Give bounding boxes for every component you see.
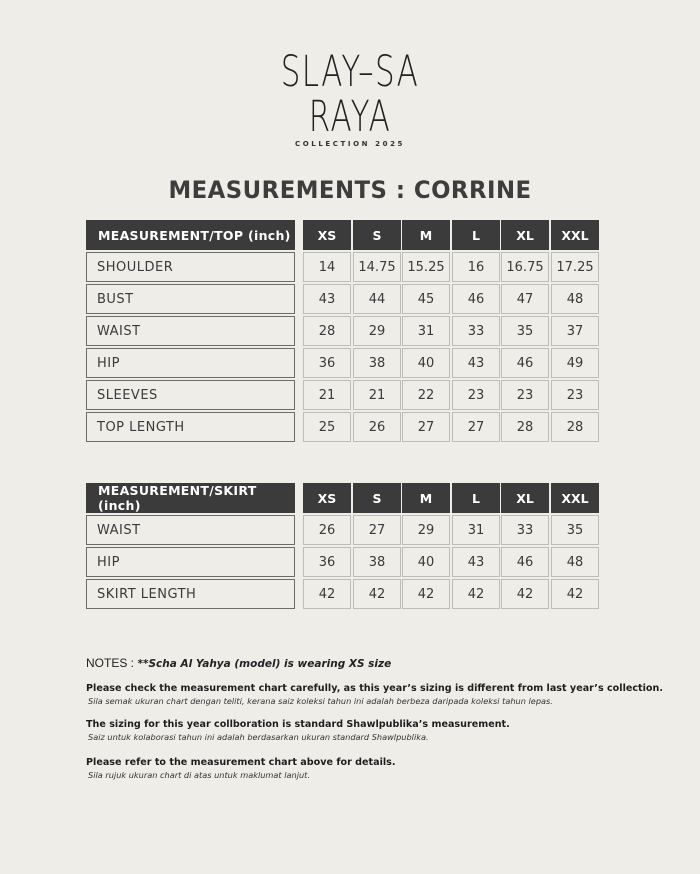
- table-cell: 29: [402, 515, 450, 545]
- table-cell: 28: [501, 412, 549, 442]
- table-cell: 23: [501, 380, 549, 410]
- table-cell: 36: [303, 348, 351, 378]
- header-cell: L: [452, 483, 500, 513]
- table-cell: 46: [501, 348, 549, 378]
- row-label: HIP: [86, 547, 295, 577]
- note-english: Please check the measurement chart carefully, as this year’s sizing is different from last year’s collection.: [86, 683, 663, 694]
- row-label: WAIST: [86, 316, 295, 346]
- table-cell: 16.75: [501, 252, 549, 282]
- note-block: [86, 756, 686, 781]
- table-cell: 35: [551, 515, 599, 545]
- note-malay: Sila rujuk ukuran chart di atas untuk maklumat lanjut.: [88, 770, 310, 780]
- table-cell: 14: [303, 252, 351, 282]
- table-cell: 48: [551, 284, 599, 314]
- header-cell: M: [402, 220, 450, 250]
- header-cell: XXL: [551, 483, 599, 513]
- table-cell: 16: [452, 252, 500, 282]
- page-title: MEASUREMENTS : CORRINE: [168, 176, 532, 204]
- table-cell: 28: [303, 316, 351, 346]
- header-cell: MEASUREMENT/SKIRT (inch): [86, 483, 295, 513]
- table-cell: 40: [402, 348, 450, 378]
- table-cell: 33: [501, 515, 549, 545]
- row-label: TOP LENGTH: [86, 412, 295, 442]
- table-cell: 27: [452, 412, 500, 442]
- table-cell: 42: [452, 579, 500, 609]
- table-cell: 21: [353, 380, 401, 410]
- table-cell: 42: [303, 579, 351, 609]
- table-cell: 22: [402, 380, 450, 410]
- table-cell: 21: [303, 380, 351, 410]
- notes-line: [86, 656, 646, 670]
- table-cell: 47: [501, 284, 549, 314]
- table-cell: 27: [353, 515, 401, 545]
- row-label: SHOULDER: [86, 252, 295, 282]
- table-cell: 46: [452, 284, 500, 314]
- table-cell: 23: [551, 380, 599, 410]
- header-cell: XL: [501, 483, 549, 513]
- table-cell: 42: [501, 579, 549, 609]
- table-cell: 49: [551, 348, 599, 378]
- table-cell: 45: [402, 284, 450, 314]
- table-cell: 31: [452, 515, 500, 545]
- brand-subtitle: COLLECTION 2025: [294, 140, 406, 148]
- table-cell: 26: [353, 412, 401, 442]
- table-cell: 40: [402, 547, 450, 577]
- table-cell: 42: [402, 579, 450, 609]
- header-cell: MEASUREMENT/TOP (inch): [86, 220, 295, 250]
- notes-label: NOTES :: [86, 656, 135, 670]
- brand-logo-line-1: SLAY–SA: [280, 47, 420, 97]
- table-cell: 43: [303, 284, 351, 314]
- header-cell: M: [402, 483, 450, 513]
- table-cell: 33: [452, 316, 500, 346]
- table-cell: 26: [303, 515, 351, 545]
- note-block: [86, 718, 686, 743]
- table-cell: 27: [402, 412, 450, 442]
- table-cell: 29: [353, 316, 401, 346]
- header-cell: XS: [303, 220, 351, 250]
- header-cell: S: [353, 220, 401, 250]
- table-cell: 42: [551, 579, 599, 609]
- table-cell: 46: [501, 547, 549, 577]
- table-cell: 43: [452, 348, 500, 378]
- note-english: Please refer to the measurement chart above for details.: [86, 757, 396, 768]
- header-cell: S: [353, 483, 401, 513]
- table-cell: 28: [551, 412, 599, 442]
- row-label: WAIST: [86, 515, 295, 545]
- note-block: [86, 682, 686, 707]
- notes-value: **Scha Al Yahya (model) is wearing XS size: [137, 658, 392, 670]
- notes-section: [86, 656, 646, 670]
- note-english: The sizing for this year collboration is standard Shawlpublika’s measurement.: [86, 719, 510, 730]
- table-cell: 36: [303, 547, 351, 577]
- row-label: BUST: [86, 284, 295, 314]
- header-cell: XL: [501, 220, 549, 250]
- table-cell: 15.25: [402, 252, 450, 282]
- note-malay: Sila semak ukuran chart dengan teliti, kerana saiz koleksi tahun ini adalah berbeza daripada koleksi tahun lepas.: [88, 696, 553, 706]
- row-label: HIP: [86, 348, 295, 378]
- table-cell: 38: [353, 348, 401, 378]
- row-label: SLEEVES: [86, 380, 295, 410]
- table-cell: 37: [551, 316, 599, 346]
- table-cell: 42: [353, 579, 401, 609]
- note-malay: Saiz untuk kolaborasi tahun ini adalah berdasarkan ukuran standard Shawlpublika.: [88, 732, 429, 742]
- table-cell: 38: [353, 547, 401, 577]
- table-cell: 44: [353, 284, 401, 314]
- table-cell: 48: [551, 547, 599, 577]
- header-cell: XXL: [551, 220, 599, 250]
- header-cell: L: [452, 220, 500, 250]
- table-cell: 25: [303, 412, 351, 442]
- table-cell: 23: [452, 380, 500, 410]
- table-cell: 43: [452, 547, 500, 577]
- header-cell: XS: [303, 483, 351, 513]
- table-cell: 17.25: [551, 252, 599, 282]
- row-label: SKIRT LENGTH: [86, 579, 295, 609]
- table-cell: 35: [501, 316, 549, 346]
- table-cell: 14.75: [353, 252, 401, 282]
- table-cell: 31: [402, 316, 450, 346]
- brand-logo-line-2: RAYA: [308, 92, 392, 142]
